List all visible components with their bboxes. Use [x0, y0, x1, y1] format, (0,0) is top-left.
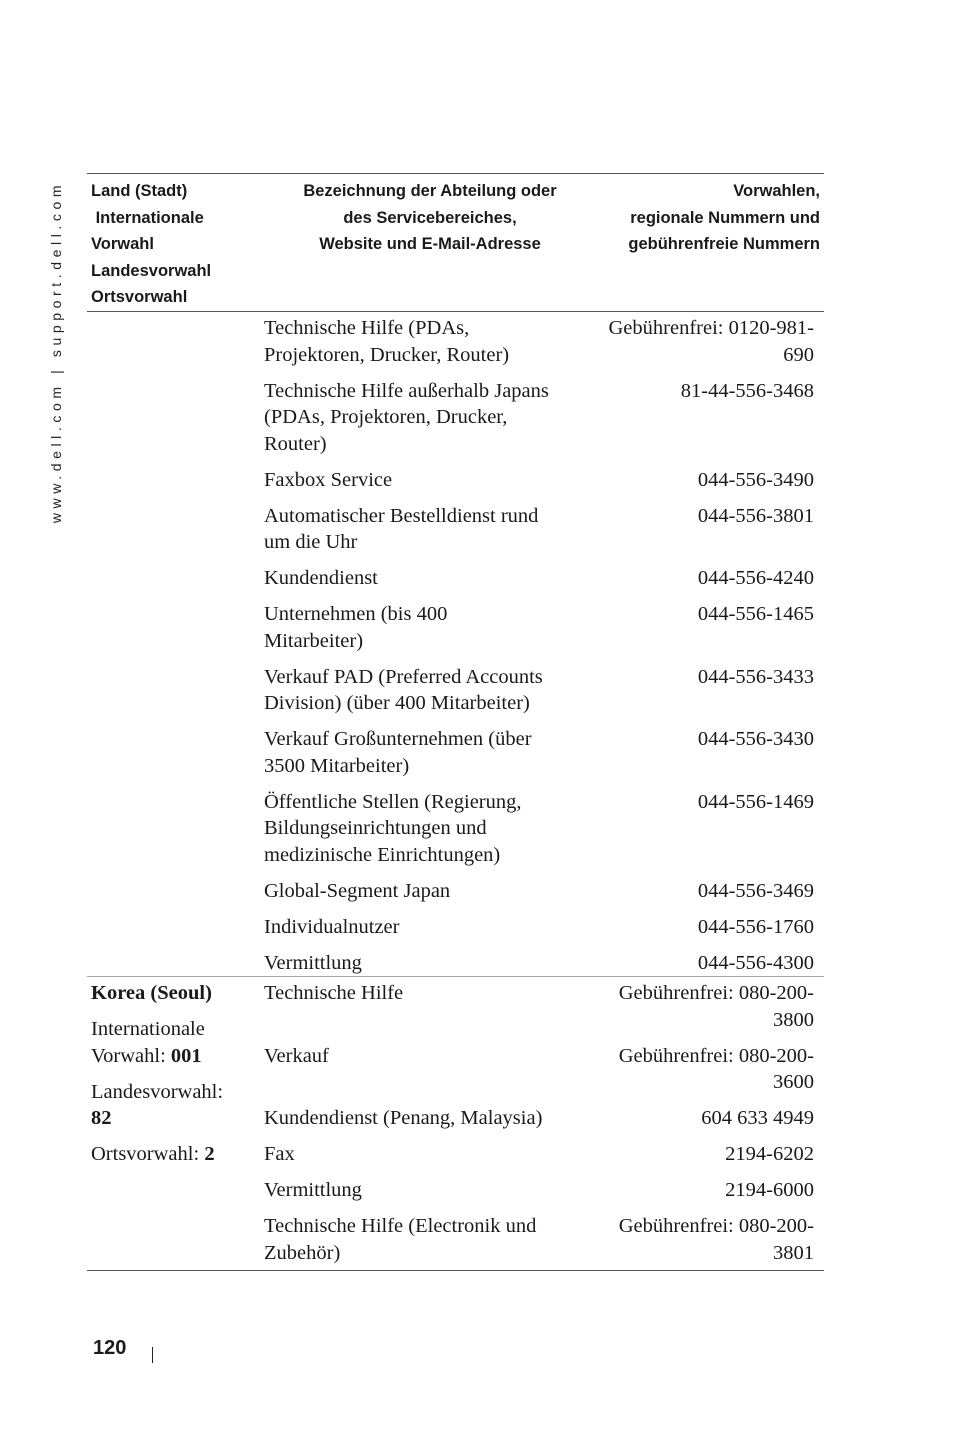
- department-text: Verkauf Großunternehmen (über: [264, 728, 532, 750]
- department-text: Bildungseinrichtungen und: [264, 817, 487, 839]
- side-url-text: www.dell.com | support.dell.com: [48, 180, 64, 524]
- intl-prefix-label: Internationale: [91, 1018, 205, 1040]
- department-cell: [264, 601, 576, 654]
- department-cell: [264, 726, 576, 779]
- phone-number-text: Gebührenfrei: 080-200-: [618, 1215, 814, 1237]
- japan-rows: [264, 315, 824, 976]
- table-row: [264, 601, 824, 654]
- number-cell: [576, 315, 824, 368]
- header-department-line: Website und E-Mail-Adresse: [319, 235, 541, 253]
- korea-section: [87, 976, 824, 1271]
- country-code-label: Landesvorwahl:: [91, 1080, 224, 1103]
- phone-number-text: 690: [783, 343, 814, 366]
- phone-number-text: 044-556-4300: [697, 951, 814, 974]
- department-text: Mitarbeiter): [264, 629, 364, 652]
- table-row: [264, 726, 824, 779]
- department-text: (PDAs, Projektoren, Drucker,: [264, 406, 508, 428]
- department-text: Öffentliche Stellen (Regierung,: [264, 790, 522, 813]
- department-text: Global-Segment Japan: [264, 879, 451, 902]
- department-cell: [264, 950, 576, 977]
- country-code-value: 82: [91, 1107, 112, 1129]
- table-row: [264, 1043, 824, 1096]
- table-row: [264, 315, 824, 368]
- department-cell: [264, 315, 576, 368]
- department-text: Faxbox Service: [264, 468, 393, 491]
- table-row: [264, 914, 824, 941]
- header-department-line: Bezeichnung der Abteilung oder: [303, 182, 557, 200]
- phone-number-text: 81-44-556-3468: [680, 379, 814, 402]
- table-row: [264, 878, 824, 905]
- japan-section: [87, 312, 824, 976]
- department-cell: [264, 503, 576, 556]
- phone-number-text: 604 633 4949: [701, 1107, 814, 1129]
- number-cell: [576, 726, 824, 779]
- header-country-line: Landesvorwahl: [91, 261, 212, 280]
- department-text: Automatischer Bestelldienst rund: [264, 504, 539, 527]
- header-country-line: Ortsvorwahl: [91, 288, 188, 306]
- city-code-value: 2: [204, 1143, 215, 1165]
- number-cell: [576, 467, 824, 494]
- phone-number-text: 3800: [773, 1008, 814, 1031]
- header-country: [87, 178, 264, 311]
- phone-number-text: 044-556-3430: [697, 728, 814, 750]
- phone-number-text: 3801: [773, 1241, 814, 1264]
- contact-table: [87, 173, 824, 1271]
- number-cell: [576, 664, 824, 717]
- korea-location-cell: [87, 980, 264, 1266]
- number-cell: [576, 1213, 824, 1266]
- department-text: Vermittlung: [264, 1179, 362, 1201]
- intl-prefix-label: Vorwahl:: [91, 1044, 171, 1067]
- table-row: [264, 503, 824, 556]
- department-text: Kundendienst: [264, 567, 378, 589]
- number-cell: [576, 1043, 824, 1096]
- number-cell: [576, 914, 824, 941]
- phone-number-text: 044-556-1465: [697, 603, 814, 625]
- number-cell: [576, 1141, 824, 1168]
- number-cell: [576, 1177, 824, 1204]
- department-cell: [264, 1043, 576, 1096]
- department-text: Fax: [264, 1143, 295, 1165]
- department-text: Vermittlung: [264, 951, 362, 974]
- department-cell: [264, 878, 576, 905]
- number-cell: [576, 378, 824, 458]
- intl-prefix: [91, 1016, 264, 1069]
- department-text: Projektoren, Drucker, Router): [264, 343, 510, 366]
- number-cell: [576, 950, 824, 977]
- header-department-line: des Servicebereiches,: [343, 208, 517, 227]
- header-country-line: Vorwahl: [91, 235, 154, 253]
- table-header: [87, 174, 824, 312]
- department-cell: [264, 664, 576, 717]
- header-numbers-line: regionale Nummern und: [630, 208, 820, 227]
- department-cell: [264, 980, 576, 1033]
- department-text: Zubehör): [264, 1241, 341, 1264]
- number-cell: [576, 1105, 824, 1132]
- table-row: [264, 467, 824, 494]
- number-cell: [576, 601, 824, 654]
- table-row: [264, 1177, 824, 1204]
- phone-number-text: Gebührenfrei: 0120-981-: [608, 317, 814, 339]
- korea-rows: [264, 980, 824, 1266]
- header-numbers-line: gebührenfreie Nummern: [628, 235, 820, 253]
- phone-number-text: 3600: [773, 1071, 814, 1093]
- phone-number-text: 044-556-1760: [697, 915, 814, 938]
- department-text: Verkauf PAD (Preferred Accounts: [264, 665, 543, 688]
- department-cell: [264, 1177, 576, 1204]
- phone-number-text: 044-556-3801: [697, 504, 814, 527]
- department-text: Technische Hilfe außerhalb Japans: [264, 379, 549, 402]
- department-text: Technische Hilfe (Electronik und: [264, 1215, 537, 1237]
- country-code: [91, 1079, 264, 1132]
- table-row: [264, 1213, 824, 1266]
- department-text: um die Uhr: [264, 531, 358, 553]
- city-code: [91, 1141, 264, 1168]
- department-cell: [264, 1105, 576, 1132]
- table-row: [264, 664, 824, 717]
- department-text: Technische Hilfe (PDAs,: [264, 317, 470, 339]
- phone-number-text: Gebührenfrei: 080-200-: [618, 982, 814, 1004]
- japan-location-cell: [87, 315, 264, 976]
- header-numbers: [576, 178, 824, 311]
- table-row: [264, 565, 824, 592]
- department-cell: [264, 789, 576, 869]
- department-cell: [264, 914, 576, 941]
- header-country-line: Land (Stadt): [91, 182, 188, 200]
- header-numbers-line: Vorwahlen,: [733, 182, 820, 200]
- department-cell: [264, 1141, 576, 1168]
- number-cell: [576, 980, 824, 1033]
- phone-number-text: 044-556-4240: [697, 567, 814, 589]
- department-text: Verkauf: [264, 1044, 329, 1067]
- table-row: [264, 980, 824, 1033]
- number-cell: [576, 565, 824, 592]
- number-cell: [576, 789, 824, 869]
- department-cell: [264, 565, 576, 592]
- phone-number-text: 2194-6000: [725, 1179, 814, 1201]
- header-country-line: Internationale: [91, 208, 204, 227]
- department-text: Division) (über 400 Mitarbeiter): [264, 692, 530, 714]
- phone-number-text: Gebührenfrei: 080-200-: [618, 1044, 814, 1067]
- department-text: 3500 Mitarbeiter): [264, 754, 410, 777]
- header-department: [264, 178, 576, 311]
- department-text: medizinische Einrichtungen): [264, 843, 501, 866]
- phone-number-text: 044-556-3490: [697, 468, 814, 491]
- department-text: Technische Hilfe: [264, 982, 404, 1004]
- table-row: [264, 378, 824, 458]
- page-number: 120: [93, 1337, 127, 1359]
- number-cell: [576, 503, 824, 556]
- table-row: [264, 1141, 824, 1168]
- department-cell: [264, 467, 576, 494]
- department-cell: [264, 1213, 576, 1266]
- intl-prefix-value: 001: [170, 1044, 202, 1067]
- phone-number-text: 2194-6202: [725, 1143, 814, 1165]
- footer-divider: [152, 1347, 153, 1363]
- number-cell: [576, 878, 824, 905]
- table-row: [264, 950, 824, 977]
- country-name: Korea (Seoul): [91, 982, 212, 1004]
- table-row: [264, 789, 824, 869]
- phone-number-text: 044-556-1469: [697, 790, 814, 813]
- city-code-label: Ortsvorwahl:: [91, 1143, 205, 1165]
- department-text: Individualnutzer: [264, 915, 400, 938]
- department-text: Unternehmen (bis 400: [264, 603, 448, 625]
- phone-number-text: 044-556-3469: [697, 879, 814, 902]
- department-text: Router): [264, 432, 327, 455]
- department-cell: [264, 378, 576, 458]
- phone-number-text: 044-556-3433: [697, 665, 814, 688]
- table-row: [264, 1105, 824, 1132]
- department-text: Kundendienst (Penang, Malaysia): [264, 1107, 543, 1129]
